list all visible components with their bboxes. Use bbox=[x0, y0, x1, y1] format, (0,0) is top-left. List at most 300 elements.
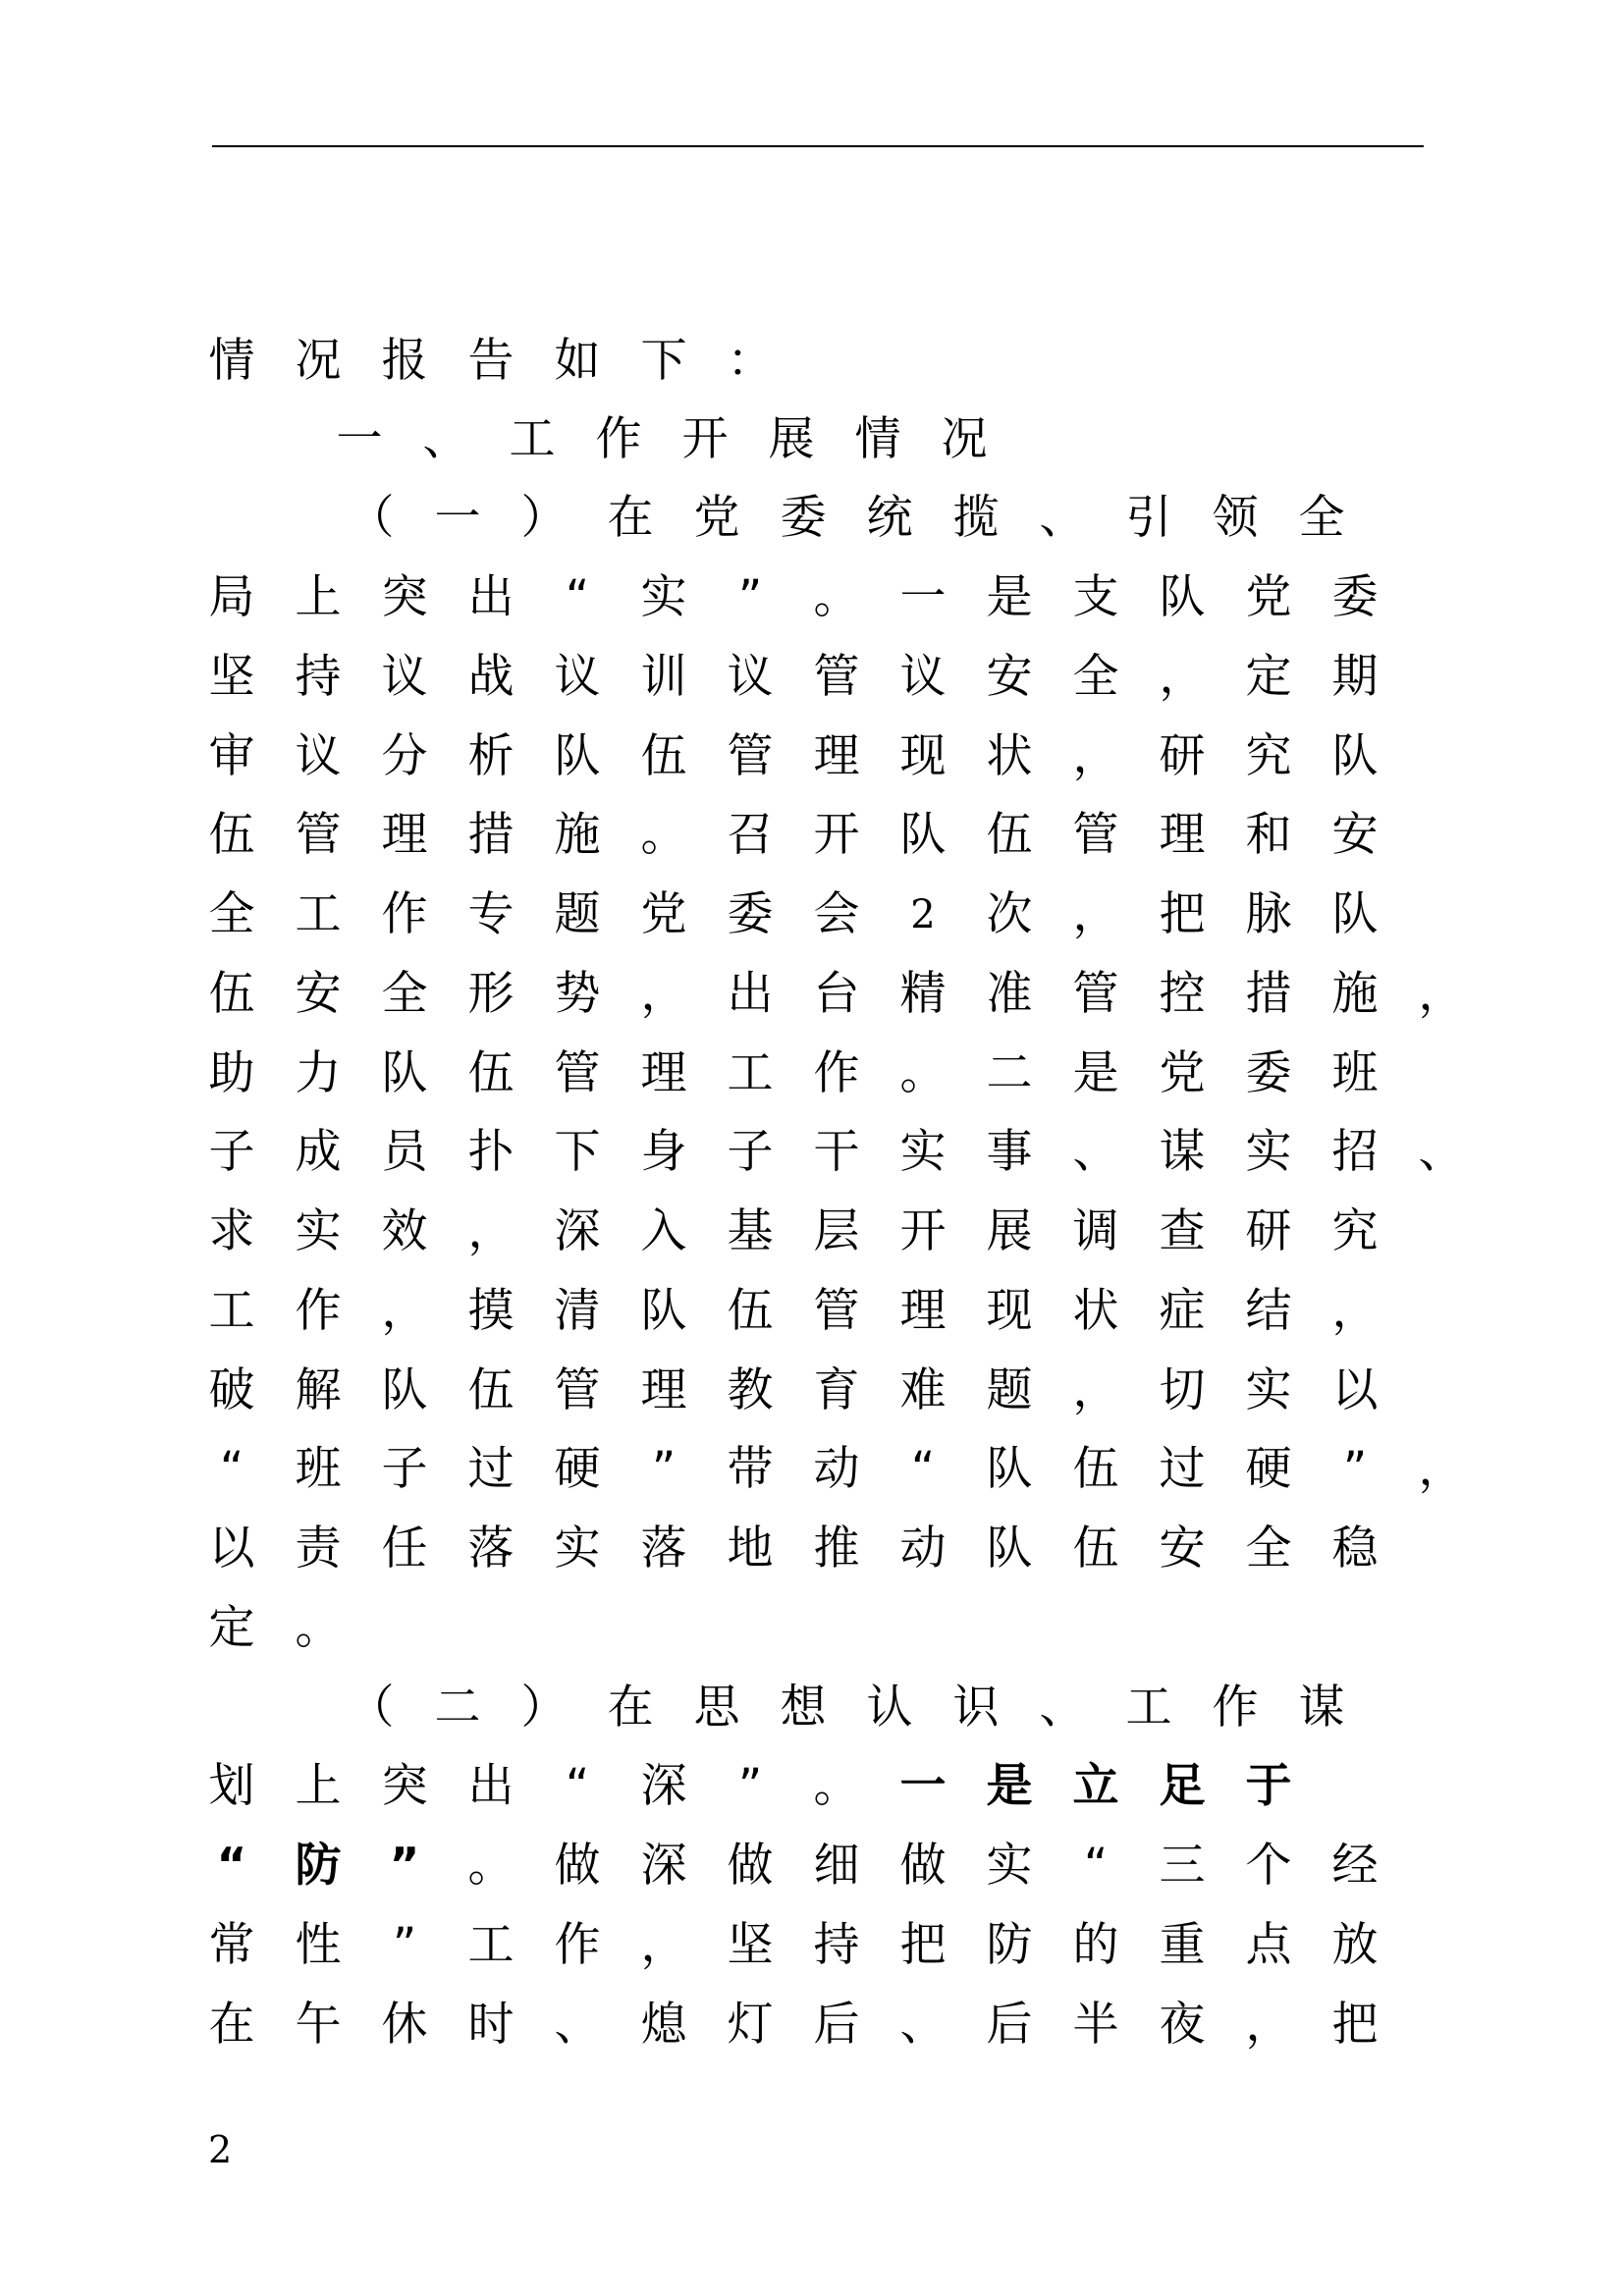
text-glyph: 党 bbox=[1159, 1046, 1206, 1100]
text-glyph: 题 bbox=[554, 887, 601, 941]
text-glyph: 做 bbox=[554, 1839, 601, 1893]
text-glyph: ， bbox=[1418, 1442, 1465, 1496]
text-glyph: 施 bbox=[554, 808, 601, 862]
text-glyph: ， bbox=[1072, 887, 1119, 941]
text-glyph: 深 bbox=[554, 1204, 601, 1258]
text-glyph: 招 bbox=[1331, 1125, 1379, 1179]
text-glyph: 识 bbox=[952, 1681, 1000, 1735]
text-glyph: 实 bbox=[1245, 1363, 1292, 1417]
text-glyph: 带 bbox=[727, 1442, 774, 1496]
text-glyph: ” bbox=[737, 1759, 763, 1813]
text-glyph: 开 bbox=[899, 1204, 947, 1258]
text-glyph: 于 bbox=[1245, 1759, 1292, 1813]
section-heading bbox=[0, 410, 1624, 469]
text-glyph: 队 bbox=[899, 808, 947, 862]
text-line bbox=[0, 965, 1624, 1024]
text-glyph: 出 bbox=[727, 967, 774, 1021]
text-line bbox=[0, 1123, 1624, 1182]
text-glyph: 作 bbox=[381, 887, 428, 941]
text-glyph: 、 bbox=[554, 1998, 601, 2052]
text-glyph: 伍 bbox=[1072, 1522, 1119, 1575]
text-line bbox=[0, 1996, 1624, 2055]
text-glyph: 党 bbox=[1245, 570, 1292, 624]
text-glyph: ” bbox=[651, 1442, 677, 1496]
text-glyph: 事 bbox=[986, 1125, 1033, 1179]
text-glyph: 工 bbox=[727, 1046, 774, 1100]
text-glyph: 伍 bbox=[727, 1284, 774, 1338]
text-glyph: “ bbox=[910, 1442, 936, 1496]
text-glyph: 工 bbox=[295, 887, 342, 941]
text-glyph: 全 bbox=[381, 967, 428, 1021]
text-glyph: 时 bbox=[467, 1998, 514, 2052]
subsection-heading bbox=[0, 489, 1624, 548]
text-glyph: 求 bbox=[208, 1204, 255, 1258]
text-glyph: 现 bbox=[986, 1284, 1033, 1338]
text-glyph: 委 bbox=[1245, 1046, 1292, 1100]
text-glyph: 引 bbox=[1125, 491, 1172, 545]
text-glyph: 经 bbox=[1331, 1839, 1379, 1893]
text-glyph: 状 bbox=[986, 729, 1033, 783]
text-glyph: 全 bbox=[208, 887, 255, 941]
text-glyph: 落 bbox=[640, 1522, 687, 1575]
text-glyph: ： bbox=[727, 334, 774, 388]
text-glyph: ） bbox=[520, 1681, 568, 1735]
text-glyph: 扑 bbox=[467, 1125, 514, 1179]
text-glyph: 台 bbox=[813, 967, 860, 1021]
text-glyph: 动 bbox=[813, 1442, 860, 1496]
text-glyph: 症 bbox=[1159, 1284, 1206, 1338]
text-glyph: 战 bbox=[467, 650, 514, 704]
text-glyph: 一 bbox=[434, 491, 481, 545]
text-glyph: 落 bbox=[467, 1522, 514, 1575]
text-glyph: 情 bbox=[854, 412, 901, 466]
text-glyph: 实 bbox=[640, 570, 687, 624]
text-glyph: 力 bbox=[295, 1046, 342, 1100]
text-line bbox=[0, 1757, 1624, 1816]
text-glyph: 一 bbox=[899, 1759, 947, 1813]
text-glyph: 夜 bbox=[1159, 1998, 1206, 2052]
text-glyph: 队 bbox=[381, 1046, 428, 1100]
text-glyph: 是 bbox=[1072, 1046, 1119, 1100]
text-glyph: 突 bbox=[381, 1759, 428, 1813]
text-glyph: 做 bbox=[727, 1839, 774, 1893]
text-glyph: ） bbox=[520, 491, 568, 545]
text-glyph: 二 bbox=[986, 1046, 1033, 1100]
text-glyph: 形 bbox=[467, 967, 514, 1021]
text-glyph: 工 bbox=[509, 412, 556, 466]
text-glyph: 委 bbox=[1331, 570, 1379, 624]
text-glyph: 一 bbox=[899, 570, 947, 624]
text-glyph: （ bbox=[348, 491, 395, 545]
text-glyph: 局 bbox=[208, 570, 255, 624]
text-glyph: 次 bbox=[986, 887, 1033, 941]
text-glyph: 究 bbox=[1331, 1204, 1379, 1258]
text-glyph: 安 bbox=[295, 967, 342, 1021]
text-glyph: 实 bbox=[986, 1839, 1033, 1893]
text-glyph: 脉 bbox=[1245, 887, 1292, 941]
text-glyph: 队 bbox=[1331, 729, 1379, 783]
text-glyph: 过 bbox=[467, 1442, 514, 1496]
text-glyph: 情 bbox=[208, 334, 255, 388]
text-glyph: 动 bbox=[899, 1522, 947, 1575]
text-glyph: 摸 bbox=[467, 1284, 514, 1338]
text-glyph: 作 bbox=[1212, 1681, 1259, 1735]
text-glyph: 把 bbox=[1159, 887, 1206, 941]
text-glyph: 况 bbox=[941, 412, 988, 466]
text-glyph: 伍 bbox=[1072, 1442, 1119, 1496]
text-glyph: 理 bbox=[813, 729, 860, 783]
text-glyph: 稳 bbox=[1331, 1522, 1379, 1575]
text-glyph: 班 bbox=[1331, 1046, 1379, 1100]
text-line bbox=[0, 1599, 1624, 1658]
text-glyph: 持 bbox=[813, 1918, 860, 1972]
text-glyph: 队 bbox=[554, 729, 601, 783]
text-glyph: 展 bbox=[986, 1204, 1033, 1258]
text-glyph: 专 bbox=[467, 887, 514, 941]
text-glyph: ， bbox=[381, 1284, 428, 1338]
text-line bbox=[0, 1202, 1624, 1261]
text-glyph: ， bbox=[1072, 1363, 1119, 1417]
text-glyph: 持 bbox=[295, 650, 342, 704]
text-glyph: 伍 bbox=[208, 967, 255, 1021]
text-glyph: 统 bbox=[866, 491, 913, 545]
text-glyph: 究 bbox=[1245, 729, 1292, 783]
text-line bbox=[0, 1837, 1624, 1896]
text-glyph: 足 bbox=[1159, 1759, 1206, 1813]
text-glyph: 结 bbox=[1245, 1284, 1292, 1338]
text-glyph: 破 bbox=[208, 1363, 255, 1417]
text-glyph: 个 bbox=[1245, 1839, 1292, 1893]
text-line bbox=[0, 806, 1624, 865]
text-glyph: 控 bbox=[1159, 967, 1206, 1021]
text-glyph: 措 bbox=[1245, 967, 1292, 1021]
text-glyph: 以 bbox=[1331, 1363, 1379, 1417]
text-glyph: 精 bbox=[899, 967, 947, 1021]
text-glyph: 现 bbox=[899, 729, 947, 783]
text-glyph: 状 bbox=[1072, 1284, 1119, 1338]
text-glyph: 班 bbox=[295, 1442, 342, 1496]
text-glyph: 、 bbox=[1418, 1125, 1465, 1179]
text-glyph: 管 bbox=[727, 729, 774, 783]
text-glyph: 解 bbox=[295, 1363, 342, 1417]
text-glyph: ” bbox=[1342, 1442, 1368, 1496]
text-glyph: 熄 bbox=[640, 1998, 687, 2052]
text-glyph: 一 bbox=[336, 412, 383, 466]
text-glyph: 想 bbox=[780, 1681, 827, 1735]
text-glyph: 。 bbox=[899, 1046, 947, 1100]
text-glyph: 队 bbox=[1331, 887, 1379, 941]
text-glyph: 把 bbox=[1331, 1998, 1379, 2052]
text-glyph: 身 bbox=[640, 1125, 687, 1179]
text-glyph: 党 bbox=[693, 491, 740, 545]
text-glyph: 、 bbox=[1039, 491, 1086, 545]
text-glyph: 后 bbox=[986, 1998, 1033, 2052]
text-glyph: 揽 bbox=[952, 491, 1000, 545]
text-glyph: 管 bbox=[554, 1363, 601, 1417]
text-glyph: “ bbox=[565, 570, 590, 624]
text-glyph: 管 bbox=[1072, 808, 1119, 862]
text-glyph: 下 bbox=[554, 1125, 601, 1179]
text-glyph: 成 bbox=[295, 1125, 342, 1179]
text-glyph: 全 bbox=[1298, 491, 1345, 545]
text-glyph: 出 bbox=[467, 1759, 514, 1813]
text-line bbox=[0, 1282, 1624, 1341]
text-glyph: 报 bbox=[381, 334, 428, 388]
text-glyph: 员 bbox=[381, 1125, 428, 1179]
text-glyph: 硬 bbox=[554, 1442, 601, 1496]
text-glyph: 常 bbox=[208, 1918, 255, 1972]
text-glyph: 工 bbox=[208, 1284, 255, 1338]
text-glyph: 上 bbox=[295, 1759, 342, 1813]
text-glyph: 伍 bbox=[467, 1363, 514, 1417]
text-glyph: 入 bbox=[640, 1204, 687, 1258]
text-glyph: 教 bbox=[727, 1363, 774, 1417]
text-glyph: 切 bbox=[1159, 1363, 1206, 1417]
text-glyph: 实 bbox=[899, 1125, 947, 1179]
text-glyph: 伍 bbox=[467, 1046, 514, 1100]
text-glyph: 作 bbox=[595, 412, 642, 466]
text-glyph: 。 bbox=[813, 570, 860, 624]
text-glyph: 管 bbox=[1072, 967, 1119, 1021]
text-glyph: 坚 bbox=[208, 650, 255, 704]
text-glyph: 议 bbox=[381, 650, 428, 704]
text-glyph: 管 bbox=[813, 650, 860, 704]
text-glyph: 在 bbox=[607, 491, 654, 545]
text-glyph: 的 bbox=[1072, 1918, 1119, 1972]
text-glyph: 调 bbox=[1072, 1204, 1119, 1258]
text-glyph: 休 bbox=[381, 1998, 428, 2052]
text-glyph: 子 bbox=[381, 1442, 428, 1496]
text-glyph: 委 bbox=[780, 491, 827, 545]
text-line bbox=[0, 1440, 1624, 1499]
text-glyph: 工 bbox=[1125, 1681, 1172, 1735]
text-glyph: 理 bbox=[1159, 808, 1206, 862]
text-glyph: 展 bbox=[768, 412, 815, 466]
text-glyph: 势 bbox=[554, 967, 601, 1021]
text-glyph: 、 bbox=[1039, 1681, 1086, 1735]
text-glyph: 委 bbox=[727, 887, 774, 941]
text-glyph: 。 bbox=[295, 1601, 342, 1655]
text-glyph: 子 bbox=[208, 1125, 255, 1179]
text-glyph: 地 bbox=[727, 1522, 774, 1575]
text-glyph: 训 bbox=[640, 650, 687, 704]
text-glyph: 实 bbox=[295, 1204, 342, 1258]
text-glyph: 伍 bbox=[986, 808, 1033, 862]
text-glyph: 深 bbox=[640, 1759, 687, 1813]
text-glyph: 。 bbox=[467, 1839, 514, 1893]
text-glyph: 放 bbox=[1331, 1918, 1379, 1972]
text-glyph: 坚 bbox=[727, 1918, 774, 1972]
text-glyph: 分 bbox=[381, 729, 428, 783]
text-glyph: 点 bbox=[1245, 1918, 1292, 1972]
text-glyph: 防 bbox=[295, 1839, 342, 1893]
text-glyph: 做 bbox=[899, 1839, 947, 1893]
text-glyph: 议 bbox=[727, 650, 774, 704]
text-glyph: 。 bbox=[813, 1759, 860, 1813]
text-glyph: 立 bbox=[1072, 1759, 1119, 1813]
text-glyph: 作 bbox=[554, 1918, 601, 1972]
text-glyph: 、 bbox=[422, 412, 469, 466]
text-glyph: 作 bbox=[295, 1284, 342, 1338]
text-line bbox=[0, 1044, 1624, 1103]
text-glyph: 队 bbox=[1159, 570, 1206, 624]
text-line bbox=[0, 332, 1624, 391]
text-glyph: ， bbox=[467, 1204, 514, 1258]
text-glyph: 况 bbox=[295, 334, 342, 388]
text-glyph: 理 bbox=[640, 1363, 687, 1417]
text-glyph: 队 bbox=[986, 1442, 1033, 1496]
text-glyph: 理 bbox=[381, 808, 428, 862]
text-glyph: 推 bbox=[813, 1522, 860, 1575]
subsection-heading bbox=[0, 1679, 1624, 1737]
text-glyph: ” bbox=[737, 570, 763, 624]
text-glyph: 把 bbox=[899, 1918, 947, 1972]
text-glyph: 午 bbox=[295, 1998, 342, 2052]
text-line bbox=[0, 568, 1624, 627]
text-glyph: 实 bbox=[554, 1522, 601, 1575]
text-glyph: “ bbox=[1083, 1839, 1109, 1893]
text-glyph: 二 bbox=[434, 1681, 481, 1735]
text-glyph: 硬 bbox=[1245, 1442, 1292, 1496]
text-glyph: 子 bbox=[727, 1125, 774, 1179]
text-glyph: ， bbox=[1159, 650, 1206, 704]
text-glyph: 。 bbox=[640, 808, 687, 862]
text-glyph: 出 bbox=[467, 570, 514, 624]
text-glyph: 和 bbox=[1245, 808, 1292, 862]
text-glyph: 支 bbox=[1072, 570, 1119, 624]
text-glyph: 、 bbox=[899, 1998, 947, 2052]
text-line bbox=[0, 885, 1624, 944]
text-glyph: 是 bbox=[986, 570, 1033, 624]
text-glyph: 准 bbox=[986, 967, 1033, 1021]
text-glyph: 查 bbox=[1159, 1204, 1206, 1258]
text-glyph: 管 bbox=[554, 1046, 601, 1100]
text-glyph: ， bbox=[640, 1918, 687, 1972]
text-glyph: ” bbox=[392, 1918, 417, 1972]
text-glyph: 重 bbox=[1159, 1918, 1206, 1972]
text-glyph: 实 bbox=[1245, 1125, 1292, 1179]
text-glyph: 安 bbox=[986, 650, 1033, 704]
text-glyph: 任 bbox=[381, 1522, 428, 1575]
text-glyph: 上 bbox=[295, 570, 342, 624]
text-glyph: “ bbox=[216, 1839, 247, 1893]
text-glyph: 下 bbox=[640, 334, 687, 388]
text-glyph: 划 bbox=[208, 1759, 255, 1813]
text-glyph: 育 bbox=[813, 1363, 860, 1417]
text-glyph: 理 bbox=[899, 1284, 947, 1338]
text-glyph: 研 bbox=[1159, 729, 1206, 783]
text-glyph: 伍 bbox=[640, 729, 687, 783]
text-glyph: 施 bbox=[1331, 967, 1379, 1021]
text-glyph: 议 bbox=[554, 650, 601, 704]
text-line bbox=[0, 648, 1624, 707]
text-line bbox=[0, 1916, 1624, 1975]
text-glyph: 以 bbox=[208, 1522, 255, 1575]
text-glyph: 思 bbox=[693, 1681, 740, 1735]
text-glyph: 全 bbox=[1245, 1522, 1292, 1575]
text-glyph: 、 bbox=[1072, 1125, 1119, 1179]
text-glyph: 期 bbox=[1331, 650, 1379, 704]
text-glyph: 细 bbox=[813, 1839, 860, 1893]
text-glyph: 作 bbox=[813, 1046, 860, 1100]
text-glyph: 研 bbox=[1245, 1204, 1292, 1258]
text-glyph: 议 bbox=[899, 650, 947, 704]
text-glyph: 审 bbox=[208, 729, 255, 783]
text-glyph: 责 bbox=[295, 1522, 342, 1575]
text-glyph: 安 bbox=[1159, 1522, 1206, 1575]
text-glyph: 在 bbox=[607, 1681, 654, 1735]
text-glyph: 认 bbox=[866, 1681, 913, 1735]
text-glyph: 开 bbox=[681, 412, 729, 466]
text-glyph: ， bbox=[1331, 1284, 1379, 1338]
text-glyph: ， bbox=[640, 967, 687, 1021]
text-glyph: 谋 bbox=[1298, 1681, 1345, 1735]
text-glyph: ， bbox=[1072, 729, 1119, 783]
text-glyph: 三 bbox=[1159, 1839, 1206, 1893]
text-glyph: ” bbox=[389, 1839, 420, 1893]
text-glyph: 基 bbox=[727, 1204, 774, 1258]
text-glyph: “ bbox=[219, 1442, 244, 1496]
text-glyph: 告 bbox=[467, 334, 514, 388]
text-glyph: 层 bbox=[813, 1204, 860, 1258]
text-glyph: 后 bbox=[813, 1998, 860, 2052]
text-line bbox=[0, 1520, 1624, 1578]
text-glyph: 灯 bbox=[727, 1998, 774, 2052]
text-glyph: 性 bbox=[295, 1918, 342, 1972]
text-glyph: 效 bbox=[381, 1204, 428, 1258]
text-glyph: 助 bbox=[208, 1046, 255, 1100]
text-glyph: 队 bbox=[986, 1522, 1033, 1575]
text-glyph: 措 bbox=[467, 808, 514, 862]
text-glyph: 防 bbox=[986, 1918, 1033, 1972]
text-glyph: 队 bbox=[381, 1363, 428, 1417]
text-glyph: 谋 bbox=[1159, 1125, 1206, 1179]
text-glyph: （ bbox=[348, 1681, 395, 1735]
text-glyph: 难 bbox=[899, 1363, 947, 1417]
text-glyph: 题 bbox=[986, 1363, 1033, 1417]
text-glyph: 伍 bbox=[208, 808, 255, 862]
text-glyph: 党 bbox=[640, 887, 687, 941]
text-glyph: 开 bbox=[813, 808, 860, 862]
text-glyph: 管 bbox=[295, 808, 342, 862]
text-glyph: 析 bbox=[467, 729, 514, 783]
text-glyph: 定 bbox=[1245, 650, 1292, 704]
text-glyph: 突 bbox=[381, 570, 428, 624]
text-glyph: 会 bbox=[813, 887, 860, 941]
text-glyph: 是 bbox=[986, 1759, 1033, 1813]
text-glyph: 召 bbox=[727, 808, 774, 862]
text-glyph: 领 bbox=[1212, 491, 1259, 545]
text-glyph: ， bbox=[1418, 967, 1465, 1021]
text-glyph: ， bbox=[1245, 1998, 1292, 2052]
header-rule bbox=[212, 145, 1424, 147]
text-glyph: “ bbox=[565, 1759, 590, 1813]
text-glyph: 队 bbox=[640, 1284, 687, 1338]
text-glyph: 2 bbox=[910, 892, 936, 937]
page-number: 2 bbox=[208, 2128, 233, 2171]
text-glyph: 深 bbox=[640, 1839, 687, 1893]
text-glyph: 如 bbox=[554, 334, 601, 388]
text-glyph: 理 bbox=[640, 1046, 687, 1100]
text-glyph: 定 bbox=[208, 1601, 255, 1655]
text-glyph: 工 bbox=[467, 1918, 514, 1972]
text-glyph: 半 bbox=[1072, 1998, 1119, 2052]
text-glyph: 清 bbox=[554, 1284, 601, 1338]
text-glyph: 全 bbox=[1072, 650, 1119, 704]
text-glyph: 安 bbox=[1331, 808, 1379, 862]
text-glyph: 在 bbox=[208, 1998, 255, 2052]
text-line bbox=[0, 1362, 1624, 1420]
